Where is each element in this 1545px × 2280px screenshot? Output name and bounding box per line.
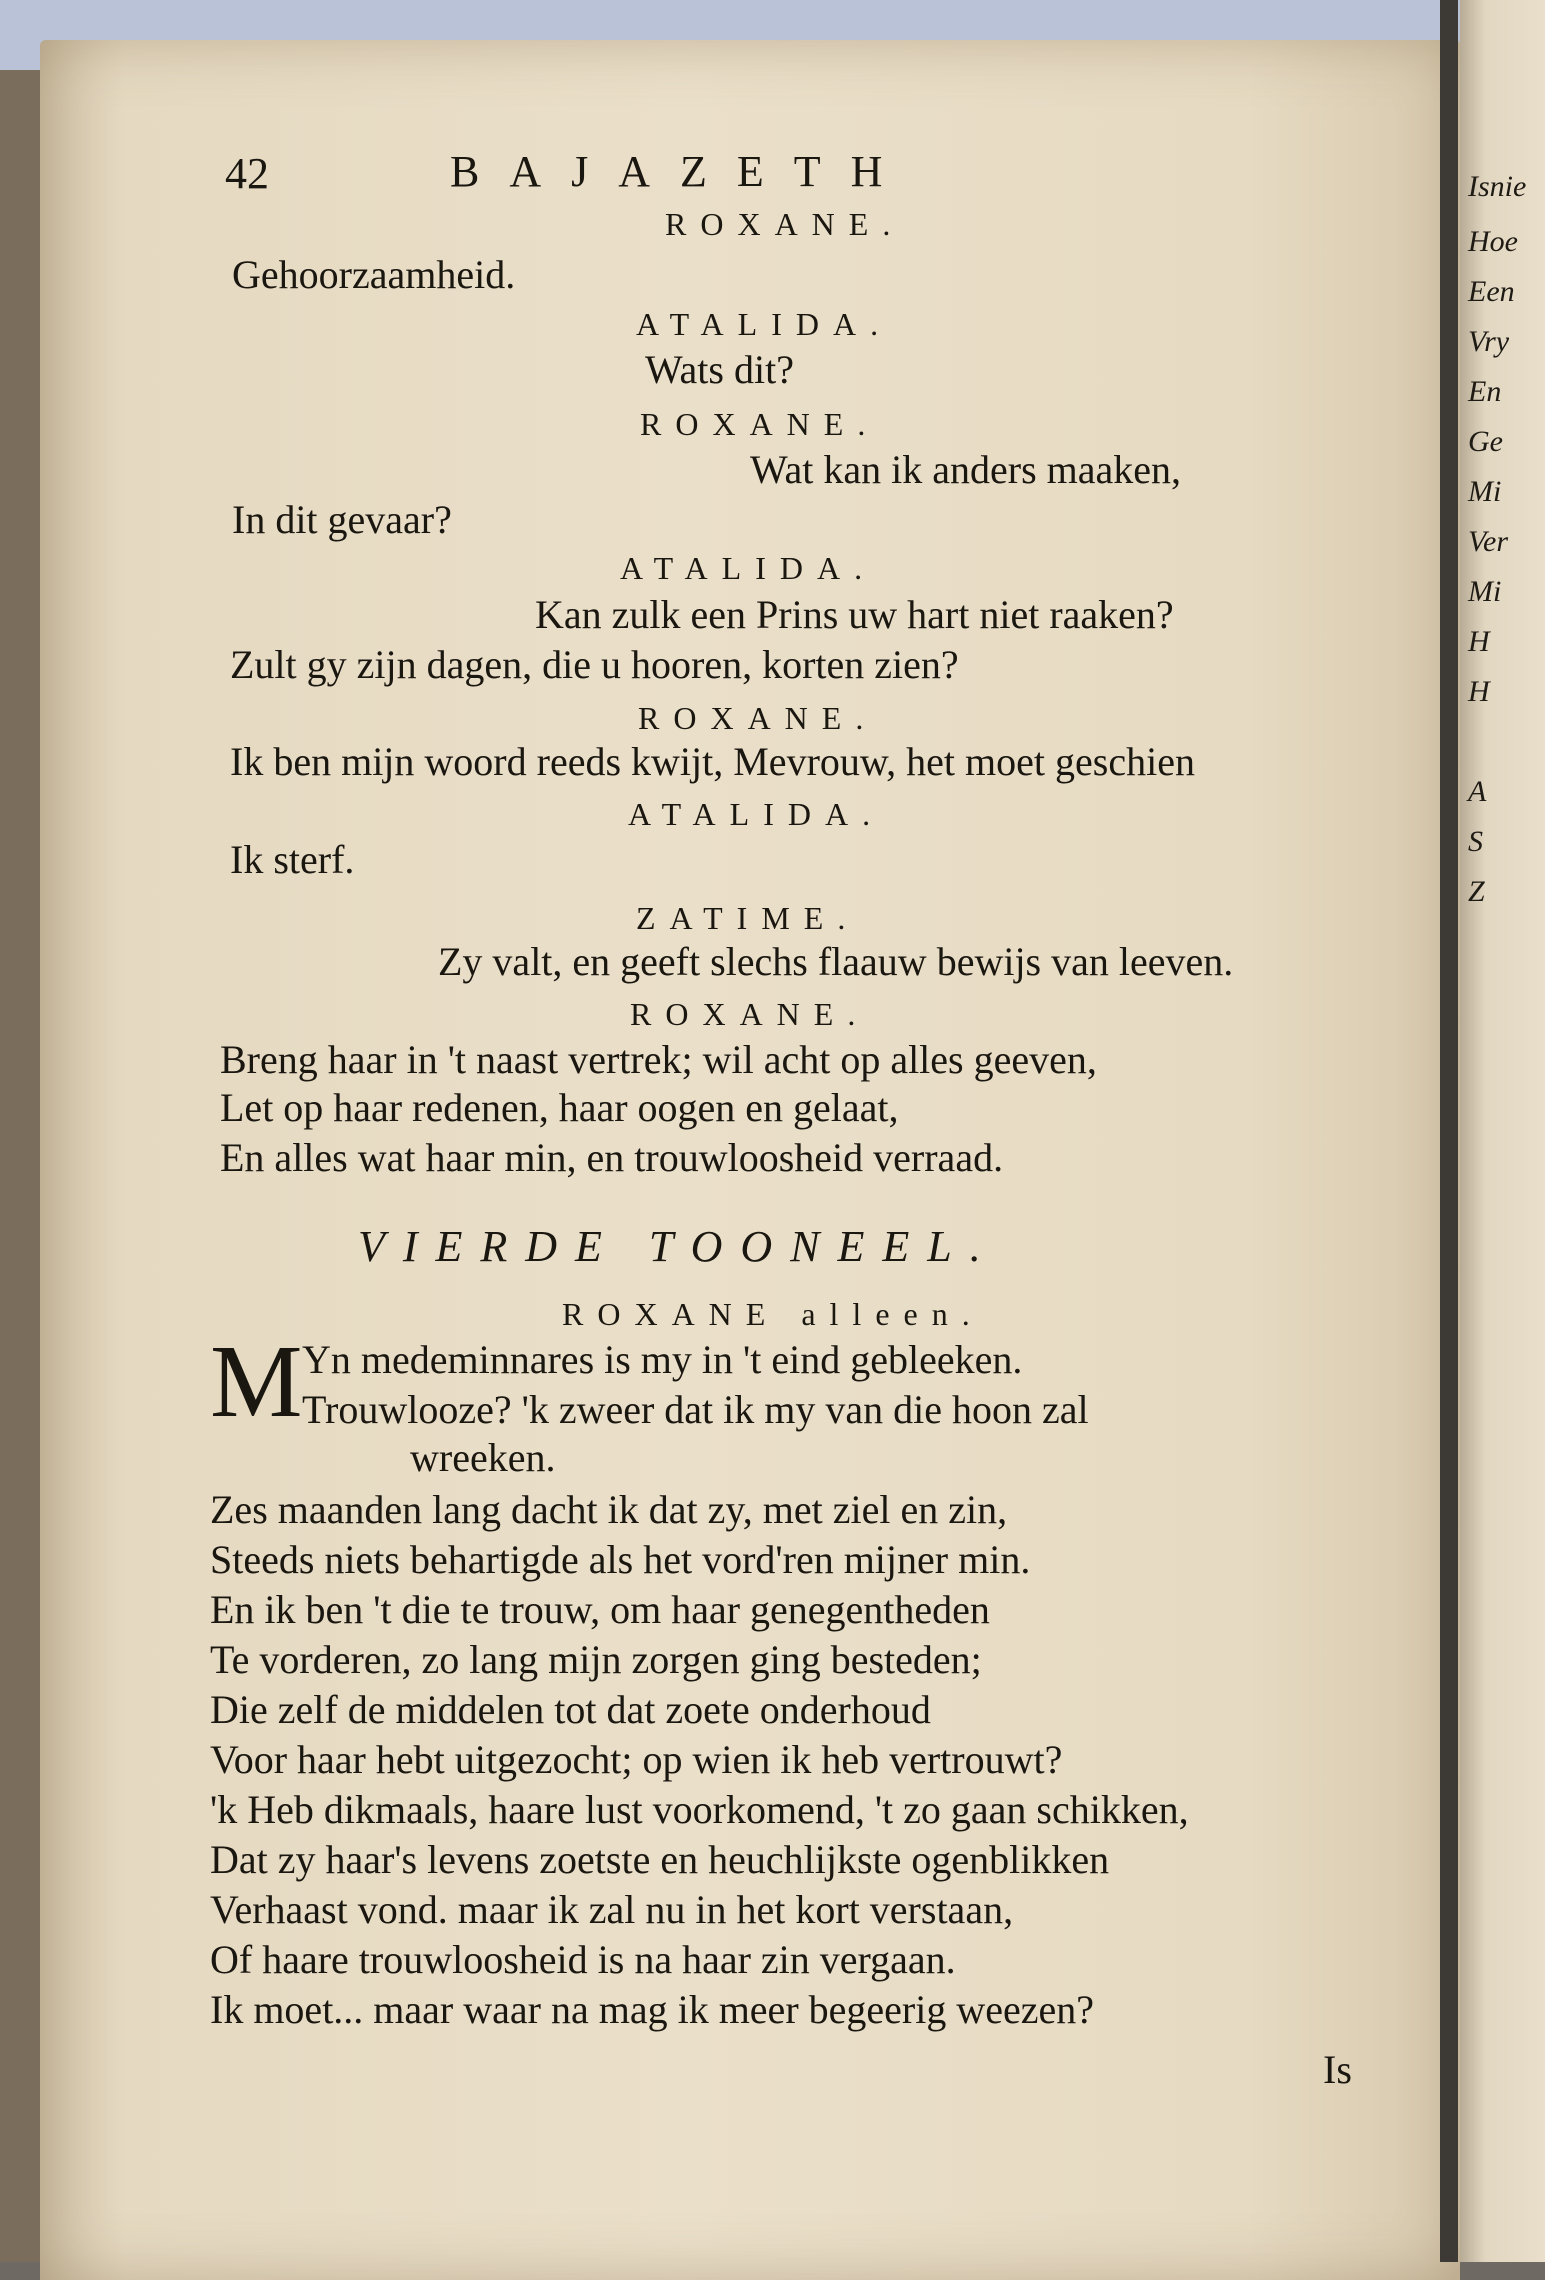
verse-line: Die zelf de middelen tot dat zoete onderhoud	[210, 1687, 931, 1732]
verse-line: wreeken.	[410, 1435, 556, 1480]
verse-line: Trouwlooze? 'k zweer dat ik my van die hoon zal	[302, 1387, 1089, 1432]
verse-line: Ik moet... maar waar na mag ik meer begeerig weezen?	[210, 1987, 1094, 2032]
book-page	[40, 40, 1460, 2280]
verse-line: Te vorderen, zo lang mijn zorgen ging besteden;	[210, 1637, 982, 1682]
facing-page-fragment: Z	[1468, 875, 1485, 908]
verse-line: Dat zy haar's levens zoetste en heuchlijkste ogenblikken	[210, 1837, 1110, 1882]
verse-line: In dit gevaar?	[232, 497, 452, 542]
verse-line: Of haare trouwloosheid is na haar zin vergaan.	[210, 1937, 956, 1982]
facing-page-fragment: Isnie	[1468, 170, 1527, 203]
verse-line: Zes maanden lang dacht ik dat zy, met ziel en zin,	[210, 1487, 1008, 1532]
speaker-label: ATALIDA.	[628, 796, 885, 832]
facing-page-fragment: S	[1468, 825, 1483, 858]
verse-line: Yn medeminnares is my in 't eind gebleeken.	[302, 1337, 1023, 1382]
catchword: Is	[1323, 2047, 1352, 2092]
verse-line: Voor haar hebt uitgezocht; op wien ik heb vertrouwt?	[210, 1737, 1063, 1782]
facing-page-fragment: H	[1468, 675, 1490, 708]
speaker-label: ATALIDA.	[636, 306, 893, 342]
speaker-label: ROXANE.	[630, 996, 870, 1032]
verse-line: Steeds niets behartigde als het vord'ren mijner min.	[210, 1537, 1031, 1582]
book-spine	[1440, 0, 1458, 2262]
page-number: 42	[225, 149, 269, 198]
verse-line: Gehoorzaamheid.	[232, 252, 516, 297]
facing-page-fragment: Ver	[1468, 525, 1508, 558]
stage-direction: ROXANE alleen.	[562, 1296, 984, 1332]
verse-line: Kan zulk een Prins uw hart niet raaken?	[535, 592, 1174, 637]
verse-line: Zult gy zijn dagen, die u hooren, korten zien?	[230, 642, 959, 687]
verse-line: Ik sterf.	[230, 837, 355, 882]
speaker-label: ROXANE.	[665, 206, 905, 242]
facing-page-fragment: H	[1468, 625, 1490, 658]
speaker-label: ZATIME.	[636, 900, 860, 936]
speaker-label: ATALIDA.	[620, 550, 877, 586]
facing-page-fragment: A	[1468, 775, 1487, 808]
verse-line: Ik ben mijn woord reeds kwijt, Mevrouw, het moet geschien	[230, 739, 1195, 784]
facing-page-fragment: Een	[1468, 275, 1515, 308]
facing-page-fragment: Mi	[1468, 475, 1502, 508]
scene-heading: VIERDE TOONEEL.	[358, 1222, 999, 1271]
verse-line: Breng haar in 't naast vertrek; wil acht op alles geeven,	[220, 1037, 1097, 1082]
verse-line: Verhaast vond. maar ik zal nu in het kort verstaan,	[210, 1887, 1014, 1932]
drop-cap: M	[210, 1324, 303, 1439]
verse-line: Wat kan ik anders maaken,	[750, 447, 1182, 492]
facing-page-fragment: Ge	[1468, 425, 1503, 458]
verse-line: En ik ben 't die te trouw, om haar genegentheden	[210, 1587, 990, 1632]
facing-page-edge	[1460, 0, 1545, 2262]
verse-line: 'k Heb dikmaals, haare lust voorkomend, 't zo gaan schikken,	[210, 1787, 1189, 1832]
verse-line: Wats dit?	[645, 347, 794, 392]
speaker-label: ROXANE.	[640, 406, 880, 442]
speaker-label: ROXANE.	[638, 700, 878, 736]
facing-page-fragment: Hoe	[1468, 225, 1518, 258]
verse-line: En alles wat haar min, en trouwloosheid verraad.	[220, 1135, 1004, 1180]
verse-line: Let op haar redenen, haar oogen en gelaat,	[220, 1085, 899, 1130]
facing-page-fragment: Vry	[1468, 325, 1510, 358]
facing-page-fragment: En	[1468, 375, 1502, 408]
verse-line: Zy valt, en geeft slechs flaauw bewijs van leeven.	[438, 939, 1234, 984]
facing-page-fragment: Mi	[1468, 575, 1502, 608]
running-title: BAJAZETH	[450, 147, 913, 196]
